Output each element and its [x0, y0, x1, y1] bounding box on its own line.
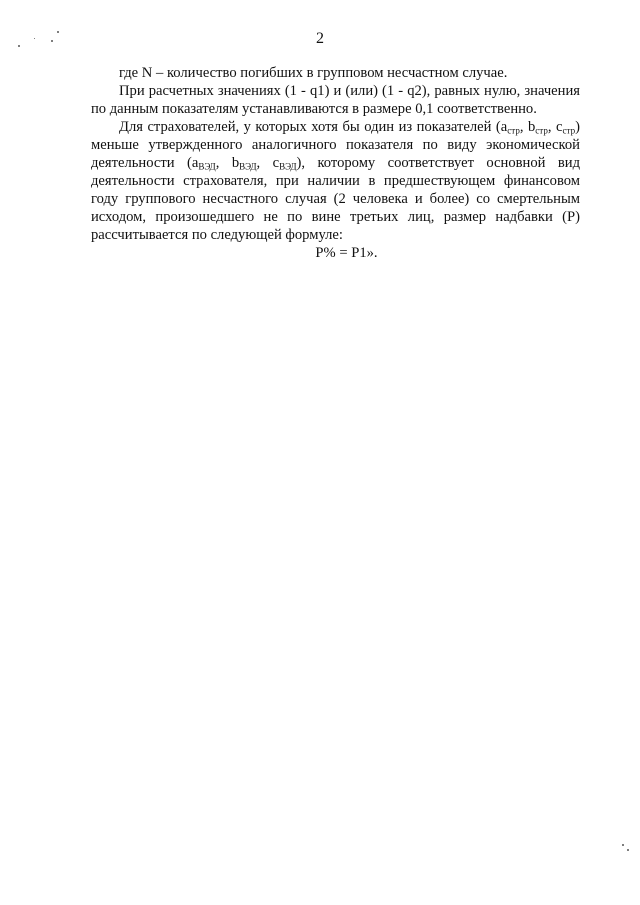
letter-b: b	[231, 155, 240, 171]
subscript-ved: ВЭД	[279, 161, 297, 172]
subscript-ved: ВЭД	[239, 161, 257, 172]
separator: ,	[519, 119, 528, 135]
page-number: 2	[316, 30, 324, 47]
paragraph-zero-values: При расчетных значениях (1 - q1) и (или) (1 - q2), равных нулю, значения по данным показателям устанавливаются в размере 0,1 соответственно.	[91, 83, 580, 117]
body-text	[91, 64, 580, 262]
text-segment: ) меньше утвержденного аналогичного показателя по виду экономической деятельности (a	[91, 119, 581, 171]
scan-speck	[622, 844, 624, 846]
paragraph-definition: где N – количество погибших в групповом несчастном случае.	[119, 65, 508, 81]
subscript-str: стр	[535, 125, 548, 136]
subscript-ved: ВЭД	[198, 161, 216, 172]
letter-c: c	[556, 119, 563, 135]
separator: ,	[215, 155, 232, 171]
paragraph-surcharge-conditions	[91, 118, 580, 244]
subscript-str: стр	[507, 125, 520, 136]
letter-b: b	[528, 119, 536, 135]
formula: P% = P1».	[315, 245, 378, 261]
separator: ,	[547, 119, 557, 135]
scan-speck	[627, 849, 629, 851]
text-segment: Для страхователей, у которых хотя бы один из показателей (a	[119, 119, 508, 135]
text-segment: ), которому соответствует основной вид деятельности страхователя, при наличии в предшествующем финансовом году группового несчастного случая (2 человека и более) со смертельным исходом, произошедшего не по вине третьих лиц, размер надбавки (P) рассчитывается по следующей формуле:	[91, 155, 580, 243]
separator: ,	[256, 155, 273, 171]
subscript-str: стр	[562, 125, 576, 136]
letter-c: c	[272, 155, 280, 171]
